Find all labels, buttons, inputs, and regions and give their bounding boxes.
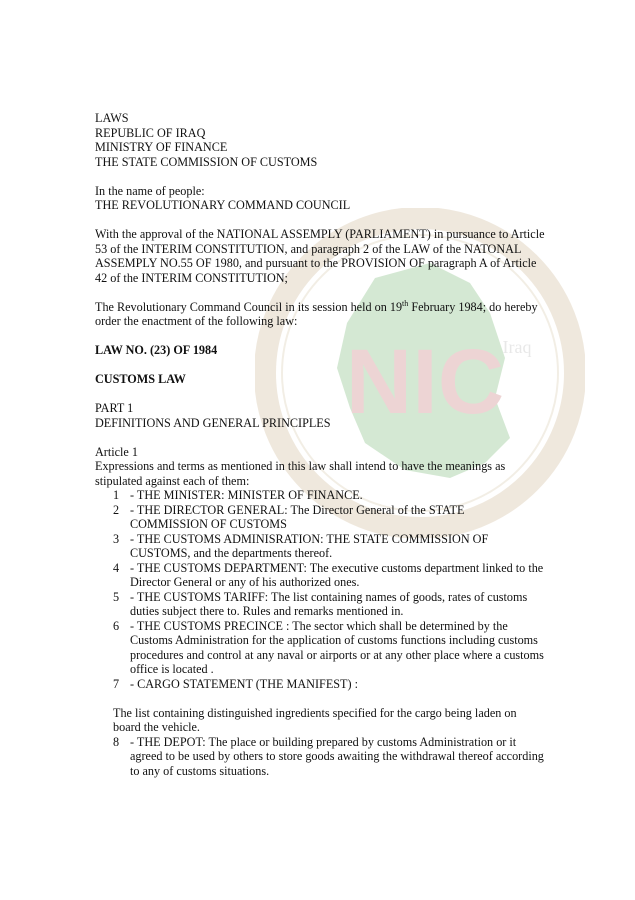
approval-paragraph: With the approval of the NATIONAL ASSEMPLY (PARLIAMENT) in pursuance to Article 53 of the INTERIM CONSTITUTION, and paragraph 2 of the LAW of the NATONAL ASSEMPLY NO.55 OF 1980, and pursuant to the PROVISION OF paragraph A of Article 42 of the INTERIM CONSTITUTION; — [95, 227, 545, 285]
list-item — [95, 532, 545, 561]
preamble-invocation: In the name of people: — [95, 183, 205, 198]
customs-law-title: CUSTOMS LAW — [95, 372, 186, 386]
article-label: Article 1 — [95, 444, 138, 459]
item-text: - THE DIRECTOR GENERAL: The Director General of the STATE COMMISSION OF CUSTOMS — [130, 502, 465, 531]
watermark-nic-text: NIC — [345, 331, 505, 433]
item-number: 5 — [113, 589, 120, 604]
item-number: 7 — [113, 676, 120, 691]
part-label: PART 1 — [95, 401, 134, 415]
item-text: - THE CUSTOMS DEPARTMENT: The executive customs department linked to the Director General or any of his authorized ones. — [130, 560, 544, 589]
list-item — [95, 677, 545, 692]
item-number: 8 — [113, 734, 120, 749]
article-intro: Expressions and terms as mentioned in this law shall intend to have the meanings as stipulated against each of them: — [95, 459, 506, 488]
header-laws: LAWS — [95, 111, 129, 125]
session-text-after: February 1984; do hereby order the enactment of the following law: — [95, 299, 538, 328]
header-commission: THE STATE COMMISSION OF CUSTOMS — [95, 154, 318, 169]
law-title: LAW NO. (23) OF 1984 — [95, 343, 218, 357]
item-text: - THE DEPOT: The place or building prepared by customs Administration or it agreed to be used by others to store goods awaiting the withdrawal thereof according to any of customs situations. — [130, 734, 544, 778]
definitions-list-continued — [95, 735, 545, 779]
list-item — [95, 735, 545, 779]
item-text: - THE CUSTOMS PRECINCE : The sector which shall be determined by the Customs Administration for the application of customs functions including customs procedures and control at any naval or airports or at any other place where a customs office is located . — [130, 618, 544, 676]
item-number: 3 — [113, 531, 120, 546]
item-number: 2 — [113, 502, 120, 517]
watermark-iraq-text: Iraq — [502, 337, 532, 357]
item-number: 4 — [113, 560, 120, 575]
item-number: 6 — [113, 618, 120, 633]
list-item — [95, 619, 545, 677]
item-text: - THE MINISTER: MINISTER OF FINANCE. — [130, 488, 363, 502]
item-text: - THE CUSTOMS TARIFF: The list containing names of goods, rates of customs duties subject there to. Rules and remarks mentioned in. — [130, 589, 528, 618]
part-title: DEFINITIONS AND GENERAL PRINCIPLES — [95, 415, 331, 430]
preamble-council: THE REVOLUTIONARY COMMAND COUNCIL — [95, 198, 351, 212]
item-number: 1 — [113, 488, 120, 502]
session-paragraph — [95, 300, 545, 329]
item-text: - CARGO STATEMENT (THE MANIFEST) : — [130, 676, 358, 691]
definitions-list — [95, 488, 545, 691]
document-body — [95, 111, 545, 778]
list-item — [95, 503, 545, 532]
header-ministry: MINISTRY OF FINANCE — [95, 140, 228, 154]
list-item — [95, 488, 545, 503]
manifest-paragraph: The list containing distinguished ingredients specified for the cargo being laden on board the vehicle. — [113, 705, 517, 734]
session-date-suffix: th — [402, 298, 409, 308]
header-republic: REPUBLIC OF IRAQ — [95, 125, 206, 140]
item-text: - THE CUSTOMS ADMINISRATION: THE STATE COMMISSION OF CUSTOMS, and the departments thereof. — [130, 531, 489, 560]
session-text-before: The Revolutionary Command Council in its session held on 19 — [95, 299, 403, 314]
list-item — [95, 561, 545, 590]
list-item — [95, 590, 545, 619]
